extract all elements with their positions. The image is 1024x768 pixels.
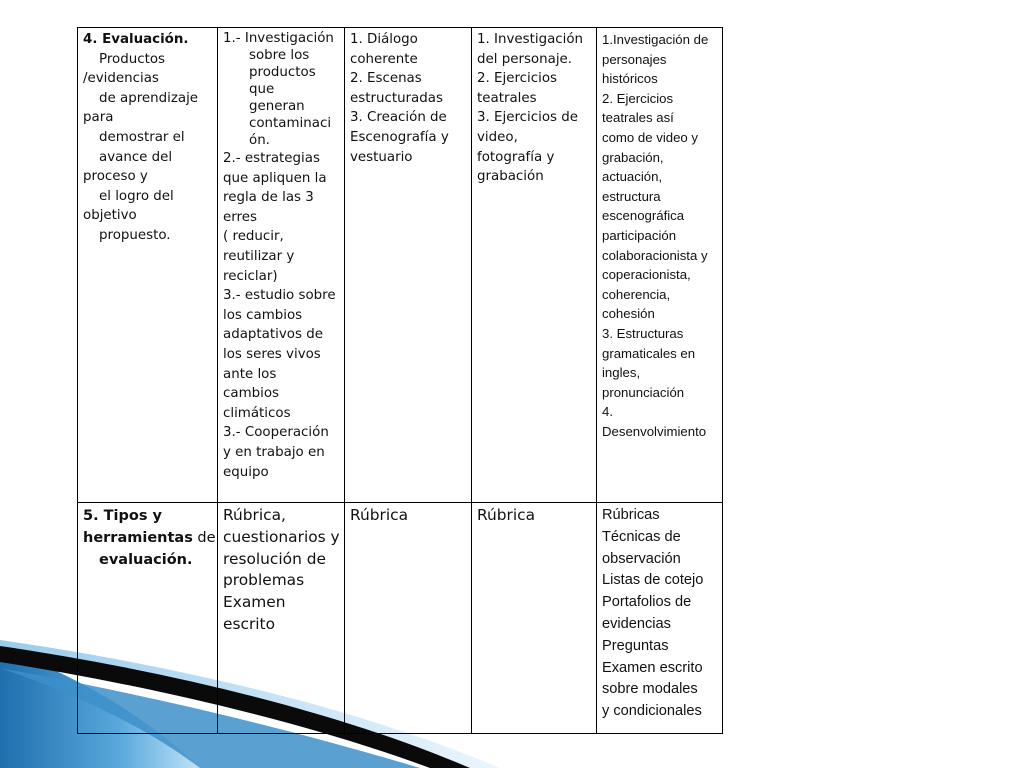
cell-line: Examen [223, 593, 286, 612]
cell-col1-tipos [218, 503, 345, 734]
cell-line: contaminaci [249, 116, 332, 131]
cell-line: históricos [602, 71, 658, 87]
cell-line: coperacionista, [602, 267, 691, 283]
cell-line: Examen escrito [602, 659, 703, 676]
cell-line: cuestionarios y [223, 527, 340, 546]
table-row-tipos-herramientas [78, 503, 723, 734]
cell-line: escrito [223, 614, 276, 633]
cell-line: Desenvolvimiento [602, 423, 707, 439]
header-line: para [83, 110, 114, 126]
cell-line: 2. Escenas [350, 71, 422, 87]
cell-line: 2. Ejercicios [602, 90, 674, 106]
cell-line: ( reducir, [223, 229, 284, 245]
header-line: Productos [99, 51, 166, 67]
cell-line: cambios [223, 386, 280, 402]
cell-line: ante los [223, 366, 277, 382]
cell-line: erres [223, 209, 257, 225]
cell-line: Rúbrica, [223, 506, 286, 524]
cell-line: los cambios [223, 307, 303, 323]
cell-line: 1.Investigación de [602, 32, 709, 47]
header-line: 5. Tipos y [83, 508, 162, 524]
cell-line: Rúbrica [477, 506, 536, 524]
cell-line: fotografía y [477, 149, 555, 165]
cell-line: pronunciación [602, 384, 685, 400]
cell-line: ón. [249, 133, 270, 148]
cell-line: 3.- estudio sobre [223, 288, 336, 304]
header-line: avance del [99, 149, 173, 165]
cell-line: los seres vivos [223, 346, 321, 362]
cell-line: Rúbrica [350, 506, 409, 524]
cell-line: grabación, [602, 149, 664, 165]
cell-line: colaboracionista y [602, 247, 708, 263]
cell-line: 4. [602, 404, 613, 420]
cell-line: que apliquen la [223, 170, 327, 186]
header-line: 4. Evaluación. [83, 32, 189, 47]
cell-line: 3. Creación de [350, 110, 447, 126]
row-header-tipos-herramientas [78, 503, 218, 734]
cell-line: gramaticales en [602, 345, 696, 361]
cell-col4-tipos [597, 503, 723, 734]
cell-line: Preguntas [602, 637, 669, 654]
cell-col4-evaluacion [597, 28, 723, 503]
cell-line: estructura [602, 188, 661, 204]
cell-line: sobre los [249, 48, 310, 63]
header-line: de aprendizaje [99, 90, 199, 106]
cell-line: participación [602, 227, 677, 243]
cell-line: coherente [350, 51, 418, 67]
row-header-evaluacion [78, 28, 218, 503]
cell-line: vestuario [350, 149, 413, 165]
header-line: demostrar el [99, 129, 185, 145]
cell-line: y condicionales [602, 703, 702, 720]
cell-line: equipo [223, 464, 269, 480]
cell-line: 3.- Cooperación [223, 425, 329, 441]
cell-line: cohesión [602, 306, 655, 322]
cell-line: estructuradas [350, 90, 443, 106]
cell-line: 1. Diálogo [350, 32, 418, 47]
header-line: objetivo [83, 208, 137, 224]
cell-line: 1.- Investigación [223, 31, 334, 46]
cell-line: generan [249, 99, 305, 114]
cell-line: actuación, [602, 169, 663, 185]
cell-line: 1. Investigación [477, 32, 584, 47]
cell-line: 2. Ejercicios [477, 71, 557, 87]
cell-line: coherencia, [602, 286, 671, 302]
cell-line: observación [602, 550, 681, 567]
cell-line: escenográfica [602, 208, 685, 224]
cell-line: climáticos [223, 405, 291, 421]
cell-line: como de video y [602, 129, 699, 145]
cell-line: Rúbricas [602, 507, 660, 523]
cell-line: resolución de [223, 549, 326, 568]
cell-line: Escenografía y [350, 129, 449, 145]
header-line: /evidencias [83, 71, 159, 87]
cell-line: adaptativos de [223, 327, 323, 343]
cell-line: 3. Estructuras [602, 325, 684, 341]
header-line [83, 527, 216, 549]
cell-line: Listas de cotejo [602, 572, 704, 589]
table-row-evaluacion [78, 28, 723, 503]
header-word: de [192, 530, 216, 546]
cell-line: productos [249, 65, 316, 80]
cell-line: video, [477, 129, 518, 145]
cell-col3-evaluacion [472, 28, 597, 503]
cell-line: ingles, [602, 365, 641, 381]
cell-col2-tipos [345, 503, 472, 734]
cell-line: grabación [477, 169, 544, 185]
header-bold-word: herramientas [83, 530, 193, 546]
header-line: evaluación. [99, 552, 193, 568]
cell-line: que [249, 82, 275, 97]
cell-line: reciclar) [223, 268, 278, 284]
cell-col1-evaluacion [218, 28, 345, 503]
cell-line: teatrales [477, 90, 537, 106]
cell-line: reutilizar y [223, 248, 295, 264]
cell-line: sobre modales [602, 681, 698, 698]
cell-line: 3. Ejercicios de [477, 110, 578, 126]
header-line: proceso y [83, 169, 148, 185]
cell-line: problemas [223, 571, 305, 590]
cell-line: Técnicas de [602, 528, 681, 545]
cell-line: regla de las 3 [223, 190, 314, 206]
header-line: propuesto. [99, 227, 171, 243]
cell-line: evidencias [602, 615, 671, 632]
evaluation-table [77, 27, 723, 734]
cell-line: Portafolios de [602, 594, 692, 611]
cell-line: teatrales así [602, 110, 674, 126]
cell-line: y en trabajo en [223, 444, 325, 460]
cell-col3-tipos [472, 503, 597, 734]
cell-col2-evaluacion [345, 28, 472, 503]
header-line: el logro del [99, 188, 174, 204]
cell-line: del personaje. [477, 51, 573, 67]
cell-line: personajes [602, 51, 667, 67]
cell-line: 2.- estrategias [223, 151, 320, 166]
